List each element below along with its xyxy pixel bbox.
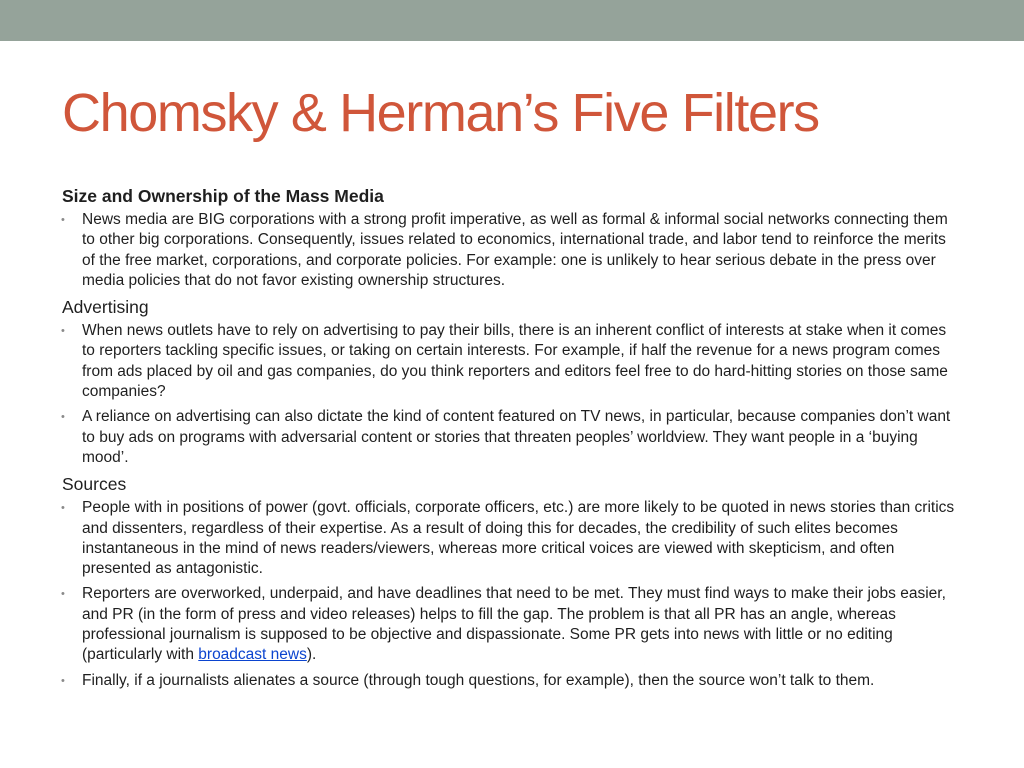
bullet-item — [62, 671, 962, 691]
bullet-dot: • — [61, 502, 65, 515]
slide-title: Chomsky & Herman’s Five Filters — [62, 83, 819, 143]
section-heading-advertising: Advertising — [62, 297, 149, 318]
bullet-text — [82, 585, 946, 663]
bullet-item — [62, 498, 962, 579]
bullet-text: When news outlets have to rely on advertising to pay their bills, there is an inherent conflict of interests at stake when it comes to reporters tackling specific issues, or taking on certain interests. For example, if half the revenue for a news program comes from ads placed by oil and gas companies, do you think reporters and editors feel free to do hard-hitting stories on those same companies? — [82, 322, 948, 401]
bullet-text: Finally, if a journalists alienates a source (through tough questions, for example), then the source won’t talk to them. — [82, 671, 875, 689]
bullet-item — [62, 321, 962, 402]
broadcast-news-link[interactable]: broadcast news — [198, 646, 307, 664]
bullet-dot: • — [61, 674, 65, 687]
bullet-text: A reliance on advertising can also dictate the kind of content featured on TV news, in particular, because companies don’t want to buy ads on programs with adversarial content or stories that threaten peoples’ worldview. They want people in a ‘buying mood’. — [82, 408, 951, 466]
bullet-dot: • — [61, 411, 65, 424]
bullet-dot: • — [61, 588, 65, 601]
section-heading-sources: Sources — [62, 474, 127, 495]
section-heading-size-ownership: Size and Ownership of the Mass Media — [62, 186, 384, 206]
bullet-item — [62, 584, 962, 665]
bullet-text: News media are BIG corporations with a strong profit imperative, as well as formal & informal social networks connecting them to other big corporations. Consequently, issues related to economics, international trade, and labor tend to reinforce the merits of the free market, corporations, and corporate policies. For example: one is unlikely to hear serious debate in the press over media policies that do not favor existing ownership structures. — [82, 211, 948, 289]
bullet-item — [62, 210, 962, 291]
top-accent-bar — [0, 0, 1024, 41]
bullet-text: People with in positions of power (govt. officials, corporate officers, etc.) are more likely to be quoted in news stories than critics and dissenters, regardless of their expertise. As a result of doing this for decades, the credibility of such elites becomes instantaneous in the mind of news readers/viewers, whereas more critical voices are viewed with skepticism, and often presented as antagonistic. — [82, 499, 955, 578]
bullet-dot: • — [61, 214, 65, 226]
slide-body — [62, 185, 962, 696]
bullet-item — [62, 407, 962, 468]
bullet-text-after-link: ). — [306, 646, 317, 664]
bullet-text-before-link: Reporters are overworked, underpaid, and have deadlines that need to be met. They must find ways to make their jobs easier, and PR (in the form of press and video releases) helps to fill the gap. The problem is that all PR has an angle, whereas professional journalism is supposed to be objective and dispassionate. Some PR gets into news with little or no editing (particularly with — [82, 585, 946, 664]
bullet-dot: • — [61, 325, 65, 338]
